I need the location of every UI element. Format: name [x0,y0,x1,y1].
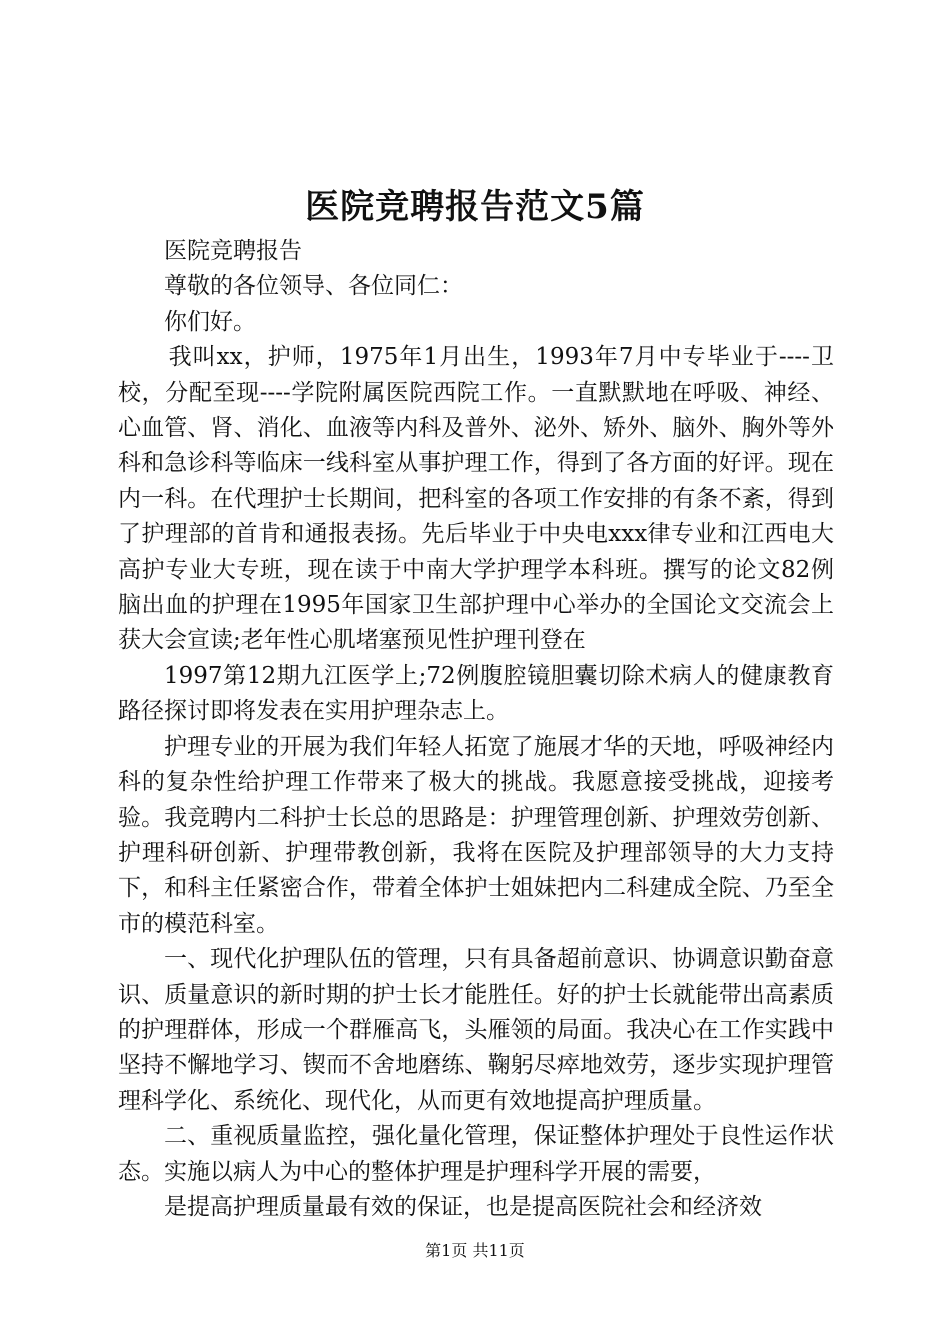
paragraph-salutation: 尊敬的各位领导、各位同仁： [164,273,463,300]
paragraph-publications: 1997第12期九江医学上;72例腹腔镜胆囊切除术病人的健康教育路径探讨即将发表在实用护理杂志上。 [118,662,834,725]
paragraph-self-intro: 我叫xx，护师，1975年1月出生，1993年7月中专毕业于----卫校，分配至现----学院附属医院西院工作。一直默默地在呼吸、神经、心血管、肾、消化、血液等内科及普外、泌外、矫外、脑外、胸外等外科和急诊科等临床一线科室从事护理工作，得到了各方面的好评。现在内一科。在代理护士长期间，把科室的各项工作安排的有条不紊，得到了护理部的首肯和通报表扬。先后毕业于中央电xxx律专业和江西电大高护专业大专班，现在读于中南大学护理学本科班。撰写的论文82例脑出血的护理在1995年国家卫生部护理中心举办的全国论文交流会上获大会宣读;老年性心肌堵塞预见性护理刊登在 [118,344,834,654]
paragraph-vision: 护理专业的开展为我们年轻人拓宽了施展才华的天地，呼吸神经内科的复杂性给护理工作带来了极大的挑战。我愿意接受挑战，迎接考验。我竞聘内二科护士长总的思路是：护理管理创新、护理效劳创新、护理科研创新、护理带教创新，我将在医院及护理部领导的大力支持下，和科主任紧密合作，带着全体护士姐妹把内二科建成全院、乃至全市的模范科室。 [118,733,834,937]
paragraph-heading: 医院竞聘报告 [164,238,302,264]
page-number: 第1页 共11页 [425,1241,525,1260]
document-title: 医院竞聘报告范文5篇 [305,187,645,227]
paragraph-point-two: 二、重视质量监控，强化量化管理，保证整体护理处于良性运作状态。实施以病人为中心的整体护理是护理科学开展的需要， [118,1123,834,1185]
paragraph-point-one: 一、现代化护理队伍的管理，只有具备超前意识、协调意识勤奋意识、质量意识的新时期的护士长才能胜任。好的护士长就能带出高素质的护理群体，形成一个群雁高飞，头雁领的局面。我决心在工作实践中坚持不懈地学习、锲而不舍地磨练、鞠躬尽瘁地效劳，逐步实现护理管理科学化、系统化、现代化，从而更有效地提高护理质量。 [118,946,834,1114]
document-body [118,234,834,1225]
paragraph-continuation: 是提高护理质量最有效的保证，也是提高医院社会和经济效 [164,1193,762,1220]
paragraph-greeting: 你们好。 [164,308,256,335]
